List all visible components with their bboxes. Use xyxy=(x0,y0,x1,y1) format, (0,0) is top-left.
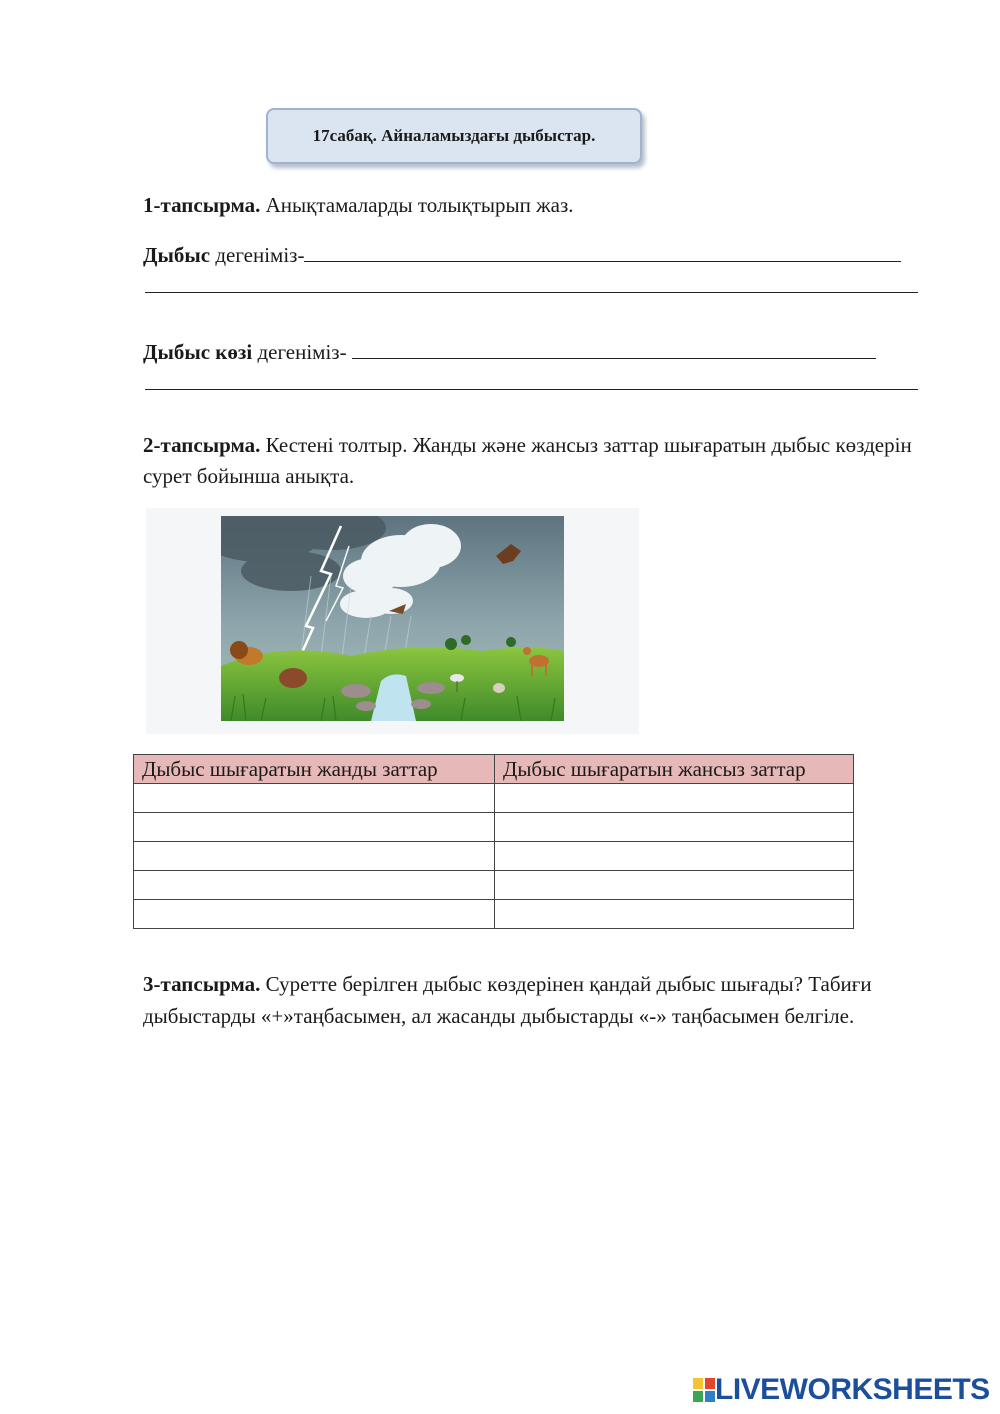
q2-answer-line[interactable] xyxy=(352,342,876,359)
table-row xyxy=(134,842,854,871)
lesson-title xyxy=(266,108,642,164)
task3-paragraph xyxy=(143,968,943,1032)
task2-paragraph xyxy=(143,430,943,492)
liveworksheets-brand[interactable] xyxy=(693,1373,990,1407)
task3-text: Суретте берілген дыбыс көздерінен қандай дыбыс шығады? Табиғи дыбыстарды «+»таңбасымен, ал жасанды дыбыстарды «-» таңбасымен белгіле. xyxy=(143,972,872,1028)
table-cell[interactable] xyxy=(495,900,854,929)
q1-answer-line[interactable] xyxy=(304,245,901,262)
task2-label: 2-тапсырма. xyxy=(143,433,261,457)
q1-term: Дыбыс xyxy=(143,243,211,267)
table-cell[interactable] xyxy=(134,784,495,813)
table-cell[interactable] xyxy=(134,900,495,929)
header-nonliving-sources: Дыбыс шығаратын жансыз заттар xyxy=(495,755,854,784)
q1-rest: дегеніміз- xyxy=(210,243,305,267)
nature-storm-illustration xyxy=(221,516,564,721)
table-row xyxy=(134,871,854,900)
task1-question-1 xyxy=(143,243,901,268)
q2-rest: дегеніміз- xyxy=(252,340,352,364)
q2-term: Дыбыс көзі xyxy=(143,340,253,364)
liveworksheets-logo-icon xyxy=(693,1378,715,1402)
lesson-title-text: 17сабақ. Айналамыздағы дыбыстар. xyxy=(312,126,596,145)
q1-answer-line-2[interactable] xyxy=(145,292,918,293)
task2-text: Кестені толтыр. Жанды және жансыз заттар шығаратын дыбыс көздерін сурет бойынша анықта. xyxy=(143,433,912,488)
task1-text: Анықтамаларды толықтырып жаз. xyxy=(260,193,574,217)
task3-label: 3-тапсырма. xyxy=(143,972,261,996)
table-cell[interactable] xyxy=(495,813,854,842)
table-cell[interactable] xyxy=(134,871,495,900)
table-header-row xyxy=(134,755,854,784)
rabbit xyxy=(493,683,505,693)
header-living-sources: Дыбыс шығаратын жанды заттар xyxy=(134,755,495,784)
table-cell[interactable] xyxy=(495,871,854,900)
task1-question-2 xyxy=(143,340,876,365)
table-cell[interactable] xyxy=(495,784,854,813)
table-row xyxy=(134,784,854,813)
table-cell[interactable] xyxy=(134,842,495,871)
table-cell[interactable] xyxy=(495,842,854,871)
q2-answer-line-2[interactable] xyxy=(145,389,918,390)
brand-name: LIVEWORKSHEETS xyxy=(715,1373,990,1406)
table-cell[interactable] xyxy=(134,813,495,842)
table-row xyxy=(134,813,854,842)
sound-sources-table xyxy=(133,754,854,929)
table-row xyxy=(134,900,854,929)
task1-label: 1-тапсырма. xyxy=(143,193,261,217)
hedgehog xyxy=(279,668,307,688)
task1-heading xyxy=(143,193,574,218)
